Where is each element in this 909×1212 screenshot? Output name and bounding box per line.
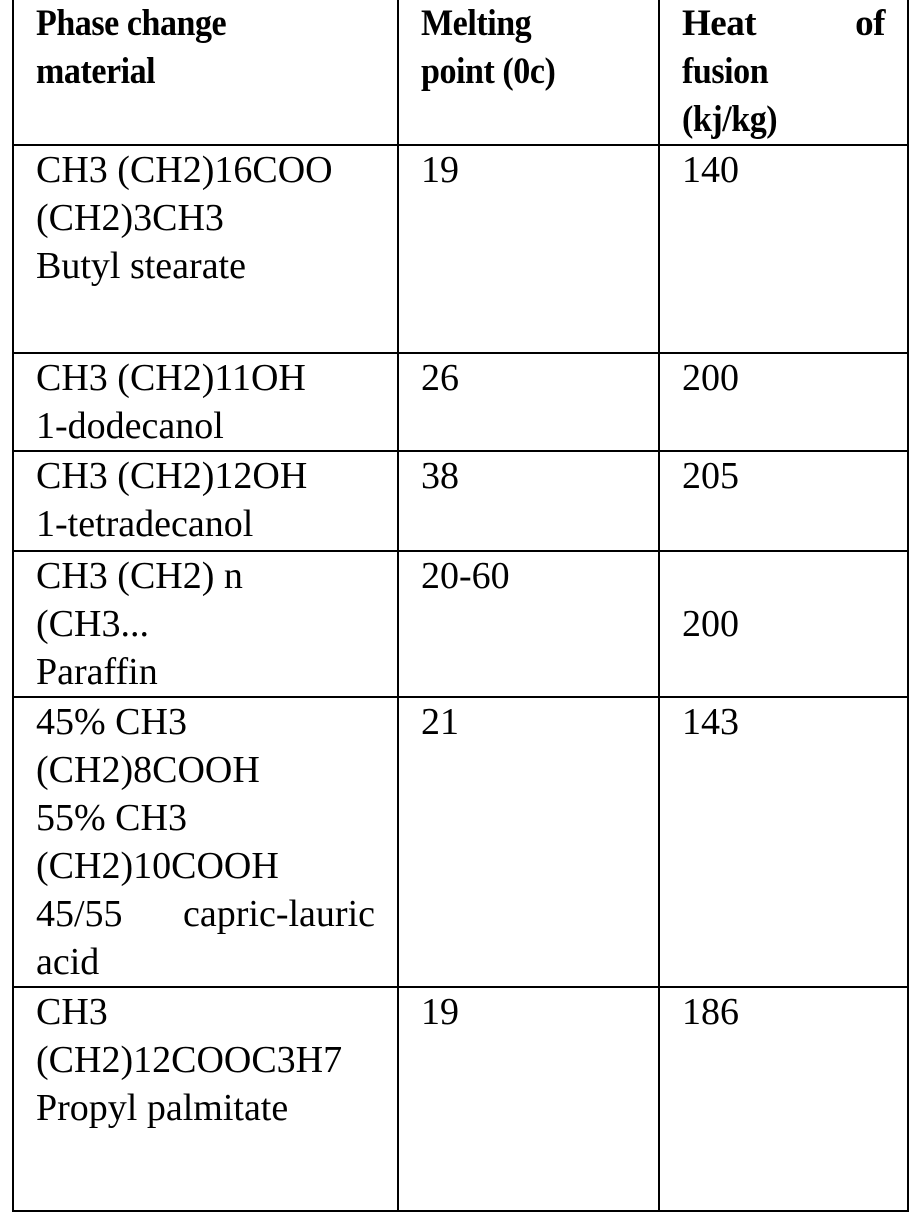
cell-heat-of-fusion <box>659 551 908 697</box>
table-row <box>13 353 908 451</box>
table-row <box>13 987 908 1211</box>
material-ratio: 45/55 <box>36 893 123 935</box>
material-line: CH3 <box>36 991 108 1033</box>
material-line: 1-dodecanol <box>36 405 224 447</box>
material-line: Paraffin <box>36 651 158 693</box>
cell-material <box>13 145 398 353</box>
material-line: (CH2)8COOH <box>36 749 260 791</box>
cell-melting-point: 19 <box>398 987 659 1211</box>
phase-change-materials-table <box>12 0 909 1212</box>
cell-melting-point: 26 <box>398 353 659 451</box>
cell-melting-point: 21 <box>398 697 659 987</box>
cell-heat-of-fusion: 140 <box>659 145 908 353</box>
table-row <box>13 451 908 551</box>
cell-melting-point: 19 <box>398 145 659 353</box>
material-line: CH3 (CH2)12OH <box>36 455 308 497</box>
material-line: 1-tetradecanol <box>36 503 254 545</box>
header-heat-line <box>682 0 885 48</box>
material-line: CH3 (CH2)11OH <box>36 357 306 399</box>
header-material <box>13 0 398 145</box>
cell-heat-of-fusion: 186 <box>659 987 908 1211</box>
table-row <box>13 697 908 987</box>
header-material-line: Phase change <box>36 3 227 44</box>
cell-material <box>13 987 398 1211</box>
header-heat-word: Heat <box>682 3 757 44</box>
header-of-word: of <box>855 3 885 44</box>
cell-material <box>13 353 398 451</box>
cell-melting-point: 20-60 <box>398 551 659 697</box>
material-line: (CH2)12COOC3H7 <box>36 1039 343 1081</box>
material-line: CH3 (CH2)16COO <box>36 149 333 191</box>
header-heat-line: (kj/kg) <box>682 99 778 140</box>
header-melting-line: Melting <box>421 3 532 44</box>
header-heat-line: fusion <box>682 51 769 92</box>
material-line: CH3 (CH2) n <box>36 555 243 597</box>
material-line: Propyl palmitate <box>36 1087 289 1129</box>
material-line: 55% CH3 <box>36 797 187 839</box>
material-line: acid <box>36 941 100 983</box>
cell-material <box>13 451 398 551</box>
material-line: (CH2)10COOH <box>36 845 279 887</box>
header-melting-point <box>398 0 659 145</box>
cell-material <box>13 551 398 697</box>
cell-heat-of-fusion: 205 <box>659 451 908 551</box>
material-line <box>36 890 375 938</box>
table-row <box>13 145 908 353</box>
cell-heat-of-fusion: 200 <box>659 353 908 451</box>
spacer <box>682 552 885 600</box>
material-line: 45% CH3 <box>36 701 187 743</box>
table-row <box>13 551 908 697</box>
header-heat-of-fusion <box>659 0 908 145</box>
material-line: (CH3... <box>36 603 149 645</box>
material-line: (CH2)3CH3 <box>36 197 224 239</box>
table-header-row <box>13 0 908 145</box>
cell-heat-of-fusion: 143 <box>659 697 908 987</box>
header-material-line: material <box>36 51 156 92</box>
cell-melting-point: 38 <box>398 451 659 551</box>
header-melting-line: point (0c) <box>421 51 556 92</box>
heat-value: 200 <box>682 603 739 645</box>
material-name: capric-lauric <box>183 893 375 935</box>
cell-material <box>13 697 398 987</box>
material-line: Butyl stearate <box>36 245 246 287</box>
